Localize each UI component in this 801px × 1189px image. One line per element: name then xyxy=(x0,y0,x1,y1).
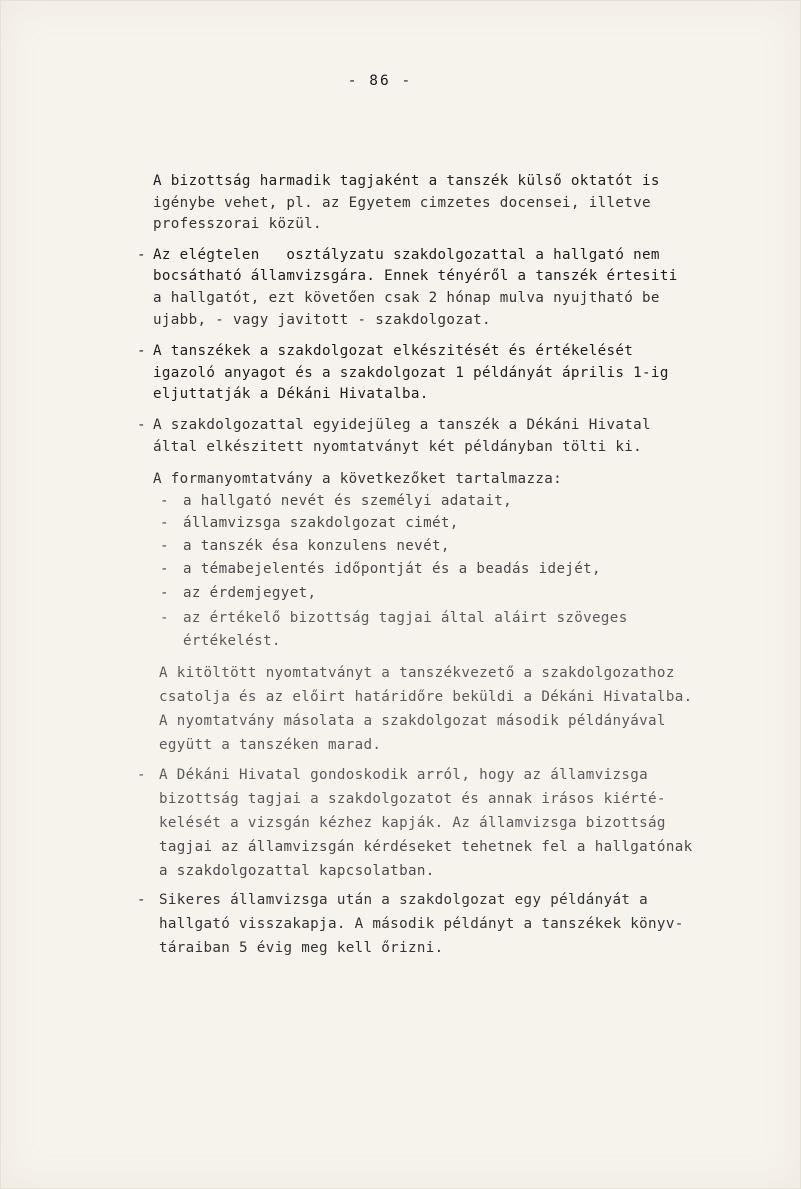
sub-item-text: államvizsga szakdolgozat cimét, xyxy=(183,515,459,531)
text-line: a szakdolgozattal kapcsolatban. xyxy=(159,863,435,879)
sub-item-text: az érdemjegyet, xyxy=(183,585,317,601)
text-line: Sikeres államvizsga után a szakdolgozat egy példányát a xyxy=(159,892,649,908)
text-line: kelését a vizsgán kézhez kapják. Az államvizsga bizottság xyxy=(159,815,666,831)
text-line: A szakdolgozattal egyidejüleg a tanszék a Dékáni Hivatal xyxy=(153,417,651,433)
bullet-dash: - xyxy=(137,343,146,359)
text-line: A nyomtatvány másolata a szakdolgozat második példányával xyxy=(159,713,666,729)
sub-item-text: a témabejelentés időpontját és a beadás idejét, xyxy=(183,561,601,577)
sub-item-dash: - xyxy=(160,610,169,626)
bullet-dash: - xyxy=(137,892,146,908)
text-line: tagjai az államvizsgán kérdéseket tehetnek fel a hallgatónak xyxy=(159,839,693,855)
text-line: A Dékáni Hivatal gondoskodik arról, hogy az államvizsga xyxy=(159,767,649,783)
text-line: A bizottság harmadik tagjaként a tanszék külső oktatót is xyxy=(153,173,660,189)
text-line: A formanyomtatvány a következőket tartalmazza: xyxy=(153,471,563,487)
text-line: igazoló anyagot és a szakdolgozat 1 példányát április 1-ig xyxy=(153,365,669,381)
text-line: igénybe vehet, pl. az Egyetem cimzetes docensei, illetve xyxy=(153,195,651,211)
sub-item-text: a tanszék ésa konzulens nevét, xyxy=(183,538,450,554)
sub-item-text: a hallgató nevét és személyi adatait, xyxy=(183,493,512,509)
text-line: táraiban 5 évig meg kell őrizni. xyxy=(159,940,444,956)
text-line: Az elégtelen osztályzatu szakdolgozattal a hallgató nem xyxy=(153,247,660,263)
text-line: A kitöltött nyomtatványt a tanszékvezető a szakdolgozathoz xyxy=(159,665,675,681)
sub-item-dash: - xyxy=(160,585,169,601)
sub-item-text: értékelést. xyxy=(183,633,281,649)
text-line: A tanszékek a szakdolgozat elkészitését és értékelését xyxy=(153,343,634,359)
text-line: bocsátható államvizsgára. Ennek tényéről a tanszék értesiti xyxy=(153,268,678,284)
text-line: hallgató visszakapja. A második példányt a tanszékek könyv- xyxy=(159,916,684,932)
bullet-dash: - xyxy=(137,247,146,263)
bullet-dash: - xyxy=(137,767,146,783)
sub-item-dash: - xyxy=(160,538,169,554)
text-line: a hallgatót, ezt követően csak 2 hónap mulva nyujtható be xyxy=(153,290,660,306)
sub-item-dash: - xyxy=(160,515,169,531)
text-line: eljuttatják a Dékáni Hivatalba. xyxy=(153,386,429,402)
text-line: csatolja és az előirt határidőre beküldi a Dékáni Hivatalba. xyxy=(159,689,693,705)
bullet-dash: - xyxy=(137,417,146,433)
page-number: - 86 - xyxy=(347,73,413,89)
text-line: által elkészitett nyomtatványt két példányban tölti ki. xyxy=(153,439,643,455)
sub-item-text: az értékelő bizottság tagjai által aláirt szöveges xyxy=(183,610,628,626)
text-line: bizottság tagjai a szakdolgozatot és annak irásos kiérté- xyxy=(159,791,666,807)
sub-item-dash: - xyxy=(160,561,169,577)
text-line: ujabb, - vagy javitott - szakdolgozat. xyxy=(153,312,491,328)
text-line: professzorai közül. xyxy=(153,216,322,232)
sub-item-dash: - xyxy=(160,493,169,509)
text-line: együtt a tanszéken marad. xyxy=(159,737,382,753)
